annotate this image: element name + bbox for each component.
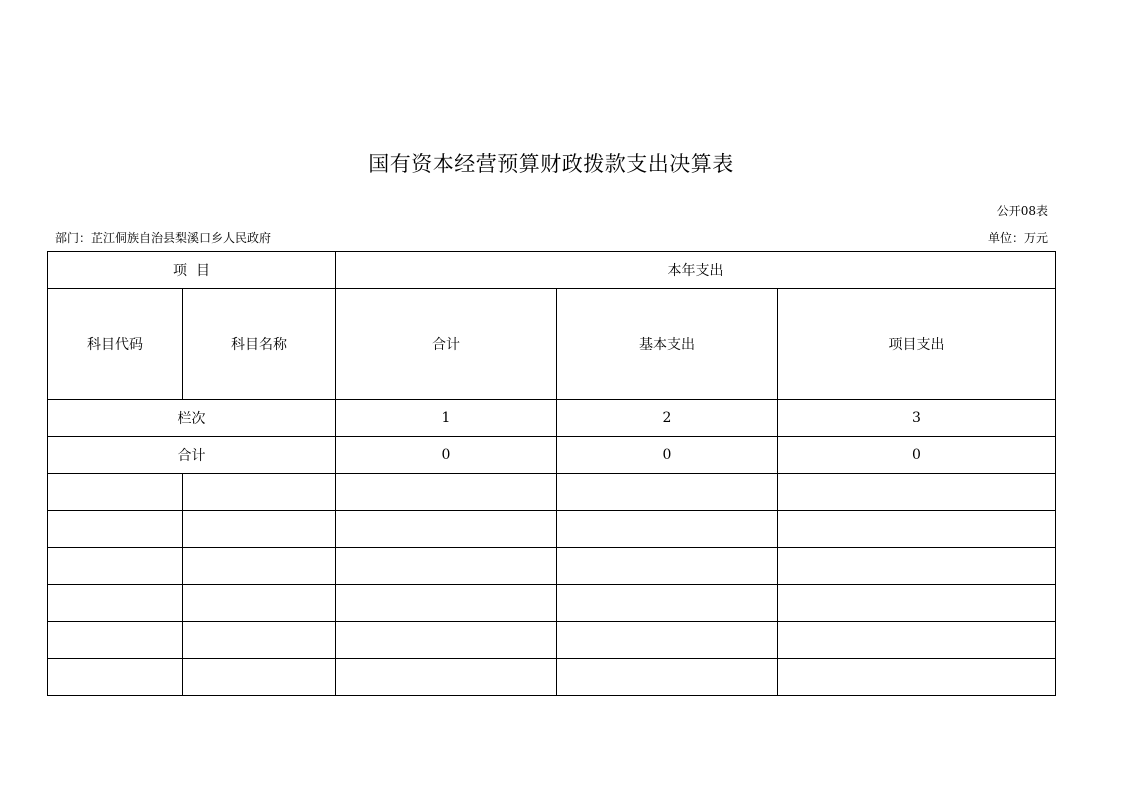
column-number-1: 1: [336, 400, 557, 437]
empty-cell: [183, 659, 336, 696]
empty-cell: [778, 474, 1056, 511]
expenditure-table: [47, 251, 1056, 696]
table-header-row: [48, 252, 1056, 289]
empty-cell: [336, 474, 557, 511]
table-row: [48, 622, 1056, 659]
department-label: 部门：芷江侗族自治县梨溪口乡人民政府: [55, 231, 272, 245]
header-current-year-cell: 本年支出: [336, 252, 1056, 289]
empty-cell: [336, 659, 557, 696]
empty-cell: [48, 474, 183, 511]
empty-cell: [778, 548, 1056, 585]
empty-cell: [48, 548, 183, 585]
page-title: 国有资本经营预算财政拨款支出决算表: [368, 152, 734, 176]
empty-cell: [183, 585, 336, 622]
col-basic-header: 基本支出: [557, 289, 778, 400]
table-row: [48, 585, 1056, 622]
empty-cell: [336, 548, 557, 585]
column-number-row: [48, 400, 1056, 437]
total-value-project: 0: [778, 437, 1056, 474]
total-value-basic: 0: [557, 437, 778, 474]
header-item-cell: 项 目: [48, 252, 336, 289]
empty-cell: [778, 659, 1056, 696]
empty-cell: [778, 511, 1056, 548]
table-row: [48, 511, 1056, 548]
column-number-label: 栏次: [48, 400, 336, 437]
empty-cell: [557, 548, 778, 585]
empty-cell: [336, 622, 557, 659]
empty-cell: [557, 585, 778, 622]
col-code-header: 科目代码: [48, 289, 183, 400]
empty-cell: [336, 585, 557, 622]
empty-cell: [48, 585, 183, 622]
table-row: [48, 659, 1056, 696]
empty-cell: [557, 622, 778, 659]
empty-cell: [183, 511, 336, 548]
form-code: 公开08表: [996, 204, 1048, 218]
table-row: [48, 474, 1056, 511]
column-number-3: 3: [778, 400, 1056, 437]
empty-cell: [183, 622, 336, 659]
table-row: [48, 548, 1056, 585]
empty-cell: [778, 622, 1056, 659]
empty-cell: [557, 659, 778, 696]
empty-cell: [183, 474, 336, 511]
table-subheader-row: [48, 289, 1056, 400]
col-total-header: 合计: [336, 289, 557, 400]
column-number-2: 2: [557, 400, 778, 437]
empty-cell: [48, 659, 183, 696]
empty-cell: [48, 622, 183, 659]
empty-cell: [48, 511, 183, 548]
total-value-total: 0: [336, 437, 557, 474]
col-name-header: 科目名称: [183, 289, 336, 400]
empty-cell: [336, 511, 557, 548]
total-row: [48, 437, 1056, 474]
empty-cell: [778, 585, 1056, 622]
empty-cell: [557, 474, 778, 511]
total-label: 合计: [48, 437, 336, 474]
empty-cell: [557, 511, 778, 548]
empty-cell: [183, 548, 336, 585]
col-project-header: 项目支出: [778, 289, 1056, 400]
unit-label: 单位：万元: [987, 231, 1048, 245]
